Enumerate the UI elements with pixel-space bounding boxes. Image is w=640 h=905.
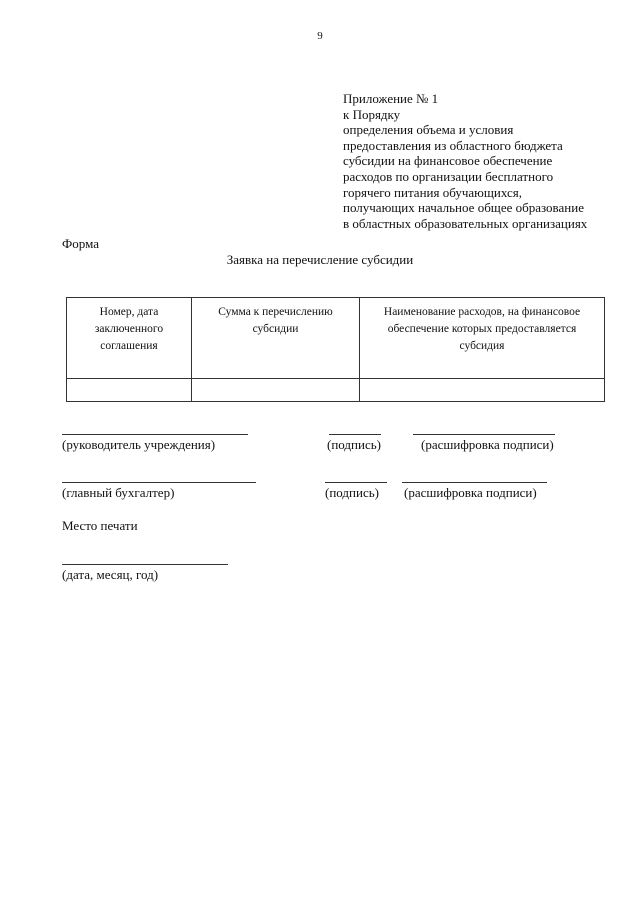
appendix-line: субсидии на финансовое обеспечение (343, 153, 553, 169)
cell-transfer-amount[interactable] (192, 379, 360, 402)
date-caption: (дата, месяц, год) (62, 567, 159, 582)
head-decoding-caption: (расшифровка подписи) (421, 437, 554, 452)
appendix-line: предоставления из областного бюджета (343, 137, 563, 153)
table-header-row (67, 298, 605, 379)
table-row (67, 379, 605, 402)
header-transfer-amount: Сумма к перечислению субсидии (192, 298, 360, 379)
accountant-signature-caption: (подпись) (325, 485, 379, 500)
appendix-block (343, 91, 633, 231)
appendix-line: Приложение № 1 (343, 91, 439, 106)
head-role-line[interactable] (62, 434, 248, 435)
header-expense-name: Наименование расходов, на финансовое обеспечение которых предоставляется субсидия (360, 298, 605, 379)
appendix-line: определения объема и условия (343, 122, 514, 138)
head-decoding-line[interactable] (413, 434, 555, 435)
accountant-signature-line[interactable] (325, 482, 387, 483)
accountant-decoding-line[interactable] (402, 482, 547, 483)
document-title: Заявка на перечисление субсидии (226, 252, 414, 267)
head-signature-caption: (подпись) (327, 437, 381, 452)
appendix-line: горячего питания обучающихся, (343, 184, 522, 200)
page-number: 9 (317, 30, 323, 42)
appendix-line: получающих начальное общее образование (343, 200, 584, 216)
cell-expense-name[interactable] (360, 379, 605, 402)
subsidy-request-table (66, 297, 605, 402)
head-signature-line[interactable] (329, 434, 381, 435)
date-line[interactable] (62, 564, 228, 565)
form-label: Форма (62, 236, 99, 251)
accountant-role-caption: (главный бухгалтер) (62, 485, 175, 500)
appendix-line: в областных образовательных организациях (343, 215, 588, 231)
seal-place-label: Место печати (62, 518, 138, 533)
accountant-role-line[interactable] (62, 482, 256, 483)
appendix-line: к Порядку (343, 106, 401, 122)
head-role-caption: (руководитель учреждения) (62, 437, 216, 452)
accountant-decoding-caption: (расшифровка подписи) (404, 485, 537, 500)
header-agreement-number: Номер, дата заключенного соглашения (67, 298, 192, 379)
appendix-line: расходов по организации бесплатного (343, 168, 554, 184)
cell-agreement-number[interactable] (67, 379, 192, 402)
